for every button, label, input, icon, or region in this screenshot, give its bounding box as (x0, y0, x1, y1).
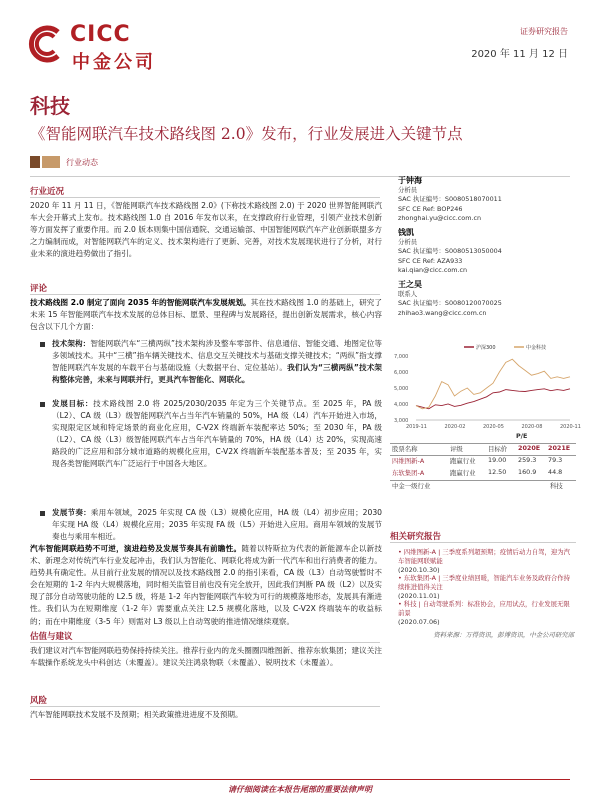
related-underline (390, 542, 576, 543)
tag-block-dark (30, 156, 40, 168)
series-line-1 (416, 359, 570, 409)
analyst-2 (398, 228, 502, 276)
valuation-heading: 估值与建议 (30, 632, 73, 642)
x-tick-label: 2020-08 (521, 424, 543, 430)
legend-label: 中金科技 (526, 345, 547, 351)
risk-heading: 风险 (30, 696, 48, 706)
related-text[interactable]: • 科技 | 自动驾驶系列：标准协会，应用试点，行业发展无限前景 (398, 600, 570, 617)
comment-lead-bold: 技术路线图 2.0 制定了面向 2035 年的智能网联汽车发展规划。 (30, 298, 251, 307)
comment-closing-rest: 随着以特斯拉为代表的新能源车企以新技术、新理念对传统汽车行业发起冲击，我们认为智能化、网联化将成为新一代汽车和出行消费者的能力。趋势具有确定性。从目前行业发展的情况以及技术路线图 2.0 的指引来看，CA 级（L3）自动驾驶暂时不会在短期的 1-2 年内大规模落地，同时相关监管目前也没有完全放开，因此我们判断 PA 级（L2）以及实现了部分自动驾驶功能的 L2.5 级，将是 1-2 年内智能网联汽车较为可行的规模落地形态，发展具有渐进性。我们认为在短期维度（1-2 年）需要重点关注 L2.5 规模化落地，以及 C-V2X 终端装车的收益标的；而在中期维度（3-5 年）则需对 L3 级以上自动驾驶的推进情况继续观察。 (30, 544, 383, 626)
brand-en: CICC (70, 22, 131, 47)
cell-price: 12.50 (488, 468, 507, 476)
cell-price: 19.00 (488, 456, 507, 464)
tag-label: 行业动态 (66, 158, 98, 167)
x-tick-label: 2020-02 (444, 424, 466, 430)
valuation-text: 我们建议对汽车智能网联趋势保持持续关注。推荐行业内的龙头圈圈四维图新、推荐东软集团；建议关注车载操作系统龙头中科创达（未覆盖）。建议关注鸿泉物联（未覆盖）、锐明技术（未覆盖）。 (30, 646, 382, 668)
table-row (390, 444, 576, 456)
related-heading: 相关研究报告 (390, 532, 442, 542)
overview-text: 2020 年 11 月 11 日，《智能网联汽车技术路线图 2.0》(下称技术路线图 2.0) 于 2020 世界智能网联汽车大会开幕式上发布。技术路线图 1.0 自 2016 年发布以来，在支撑政府行业管理，引领产业技术创新等方面发挥了重要作用。而 2.0 版本则集中国信通院、交通运输部、中国智能网联汽车产业创新联盟多方之力编制而成，对智能网联汽车的定义、技术架构进行了更新、完善，对技术发展现状进行了分析，对行业未来的演进趋势做出了指引。 (30, 201, 382, 259)
related-text[interactable]: • 四维图新-A | 三季度系列超预期；疫情后动力自驾，迎为汽车智能网联赋能 (398, 548, 571, 565)
tag-block-light (42, 156, 60, 168)
analyst-role: 分析员 (398, 185, 418, 194)
cell-pe1: 2020E (518, 444, 541, 452)
stock-table (390, 432, 576, 492)
cicc-logo-mark-icon (28, 24, 64, 64)
analyst-name: 于钟海 (398, 176, 422, 185)
related-date: (2020.07.06) (398, 618, 440, 626)
table-row (390, 456, 576, 468)
analyst-sfc: SFC CE Ref: BOP246 (398, 204, 463, 213)
x-tick-label: 2020-11 (560, 424, 581, 430)
cell-price: 目标价 (488, 445, 508, 453)
analyst-sac: SAC 执证编号：S0080513050004 (398, 247, 502, 256)
x-tick-label: 2019-11 (406, 424, 427, 430)
brand-cn: 中金公司 (72, 52, 156, 73)
cell-pe1: 160.9 (518, 468, 537, 476)
related-date: (2020.11.01) (398, 592, 440, 600)
bullet-architecture (52, 338, 382, 386)
y-tick-label: 7,000 (394, 354, 409, 360)
cell-name: 股票名称 (392, 445, 418, 453)
bullet-text: 技术路线图 2.0 将 2025/2030/2035 年定为三个关键节点。至 2025 年，PA 级（L2）、CA 级（L3）级智能网联汽车占当年汽车销量的 50%，HA 级（L4）汽车开始进入市场，实现限定区域和特定场景的商业化应用，C-V2X 终端新车装配率达 50%；至 2030 年，PA 级（L2）、CA 级（L3）级智能网联汽车占当年汽车销量的 70%，HA 级（L4）达 20%，实现高速路段的广泛应用和部分城市道路的规模化应用，C-V2X 终端新车装配基本普及；至 2035 年，实现各类智能网联汽车广泛运行于中国各大地区。 (52, 399, 382, 469)
cell-name[interactable]: 四维图新-A (392, 457, 425, 465)
analyst-1 (398, 176, 502, 224)
cell-pe2: 2021E (548, 444, 571, 452)
cell-pe2: 79.3 (548, 456, 563, 464)
y-tick-label: 4,000 (394, 402, 409, 408)
bullet-text: 乘用车领域，2025 年实现 CA 级（L3）规模化应用，HA 级（L4）初步应用；2030 年实现 HA 级（L4）规模化应用；2035 年实现 FA 级（L5）开始进入应用。商用车领域的发展节奏也与乘用车相近。 (52, 508, 382, 542)
table-footnote-left: 中金一级行业 (392, 482, 431, 490)
table-header-row (390, 432, 576, 444)
footer-notice: 请仔细阅读在本报告尾部的重要法律声明 (228, 785, 372, 794)
pe-header: P/E (516, 432, 528, 440)
report-meta (471, 26, 568, 60)
analyst-email[interactable]: zhihao3.wang@cicc.com.cn (398, 308, 487, 317)
y-tick-label: 5,000 (394, 386, 409, 392)
bullet-label: 发展节奏： (52, 508, 91, 517)
table-footnote-row (390, 480, 576, 492)
comment-closing-bold: 汽车智能网联趋势不可逆，演进趋势及发展节奏具有前瞻性。 (30, 544, 242, 553)
valuation-underline (30, 642, 380, 643)
comment-lead (30, 297, 382, 333)
cell-name[interactable]: 东软集团-A (392, 469, 425, 477)
comment-closing (30, 543, 382, 628)
section-title: 科技 (30, 94, 70, 118)
bullet-icon (40, 511, 45, 516)
risk-text: 汽车智能网联技术发展不及预期；相关政策推进进度不及预期。 (30, 710, 243, 719)
price-chart (394, 342, 581, 432)
cell-pe1: 259.3 (518, 456, 537, 464)
y-tick-label: 3,000 (394, 418, 409, 424)
bullet-icon (40, 342, 45, 347)
bullet-label: 发展目标： (52, 399, 94, 408)
related-item[interactable] (398, 548, 576, 575)
overview-underline (30, 197, 380, 198)
related-item[interactable] (398, 600, 576, 627)
analyst-sac: SAC 执证编号：S0080518070011 (398, 195, 502, 204)
analyst-name: 钱凯 (398, 228, 414, 237)
cicc-logo (28, 20, 178, 76)
bullet-icon (40, 402, 45, 407)
analyst-sfc: SFC CE Ref: AZA933 (398, 256, 463, 265)
bullet-goals (52, 398, 382, 471)
legend-label: 沪深300 (476, 345, 496, 351)
bullet-bold-tail: 我们认为“三横两纵”技术架构整体完善，未来与网联并行，更具汽车智能化、网联化。 (52, 363, 382, 385)
comment-lead-rest: 其在技术路线图 1.0 的基础上，研究了未来 15 年智能网联汽车技术发展的总体目标、愿景、里程碑与发展路径，提出创新发展需求，核心内容包含以下几个方面： (30, 298, 382, 332)
series-line-0 (416, 389, 570, 409)
table-footnote-right: 科技 (550, 482, 563, 490)
footer-line (30, 779, 570, 780)
report-category: 证券研究报告 (520, 27, 568, 36)
report-title: 《智能网联汽车技术路线图 2.0》发布，行业发展进入关键节点 (30, 125, 463, 143)
comment-heading: 评论 (30, 284, 48, 294)
cell-rating: 评级 (450, 445, 463, 453)
overview-heading: 行业近况 (30, 187, 65, 197)
source-note: 资料来源：万得资讯，彭博资讯，中金公司研究部 (433, 631, 574, 639)
related-text[interactable]: • 东软集团-A | 三季度业绩回暖，智能汽车业务及政府合作持续推进值得关注 (398, 574, 571, 591)
analyst-email[interactable]: zhonghai.yu@cicc.com.cn (398, 214, 482, 223)
analyst-role: 分析员 (398, 237, 418, 246)
comment-underline (30, 294, 380, 295)
analyst-3 (398, 280, 502, 318)
related-item[interactable] (398, 574, 576, 601)
analyst-sac: SAC 执证编号：S0080120070025 (398, 299, 502, 308)
related-date: (2020.10.30) (398, 566, 440, 574)
bullet-text: 智能网联汽车“三横两纵”技术架构涉及整车零部件、信息通信、智能交通、地图定位等多领域技术。其中“三横”指车辆关键技术、信息交互关键技术与基础支撑关键技术；“两纵”指支撑智能网联汽车发展的车载平台与基础设施（大数据平台、定位基站）。 (52, 339, 382, 373)
bullet-label: 技术架构： (52, 339, 91, 348)
analyst-role: 联系人 (398, 289, 418, 298)
analyst-name: 王之昊 (398, 280, 422, 289)
report-date: 2020 年 11 月 12 日 (471, 49, 568, 60)
y-tick-label: 6,000 (394, 370, 409, 376)
table-row (390, 468, 576, 480)
cell-rating: 跑赢行业 (450, 469, 476, 477)
cell-rating: 跑赢行业 (450, 457, 476, 465)
analyst-email[interactable]: kai.qian@cicc.com.cn (398, 266, 468, 275)
cell-pe2: 44.8 (548, 468, 563, 476)
risk-underline (30, 706, 380, 707)
x-tick-label: 2020-05 (483, 424, 504, 430)
bullet-pace (52, 507, 382, 543)
